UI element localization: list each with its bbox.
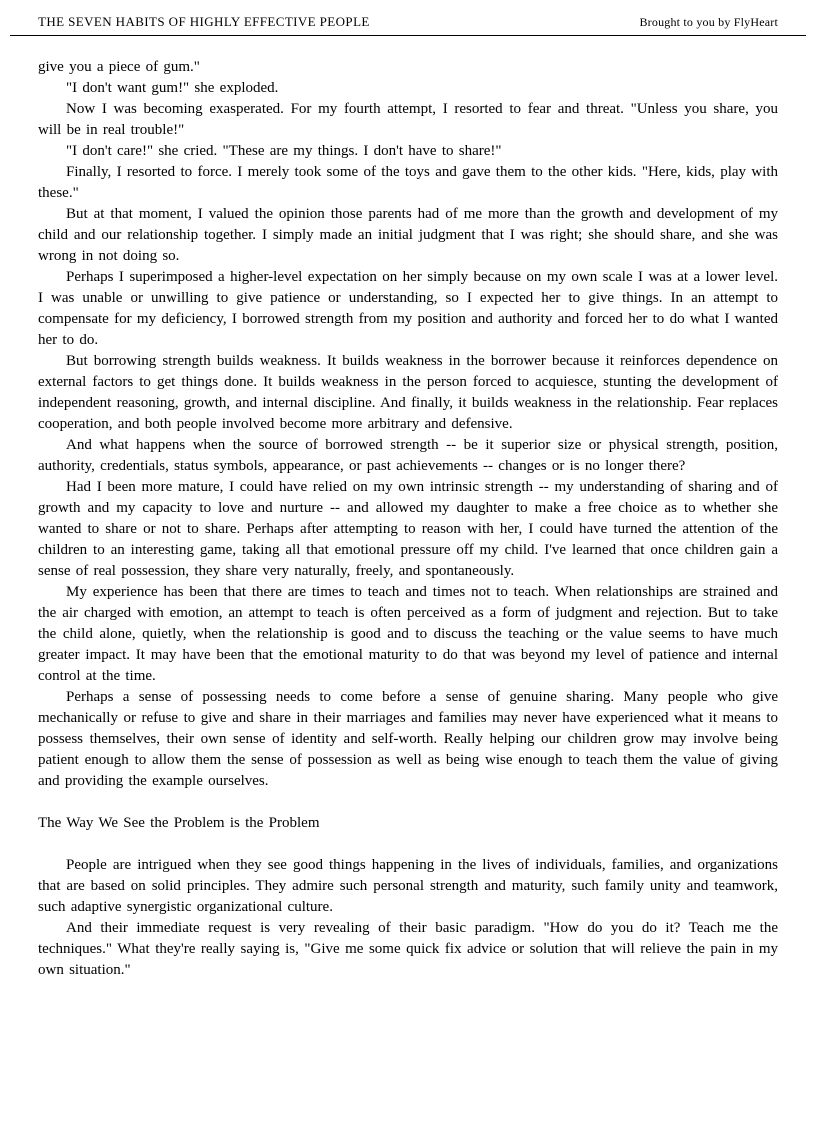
book-title: THE SEVEN HABITS OF HIGHLY EFFECTIVE PEOPLE [38,14,370,29]
page-body [38,57,778,981]
paragraph: Finally, I resorted to force. I merely took some of the toys and gave them to the other kids. "Here, kids, play with these." [38,164,778,201]
paragraph: "I don't want gum!" she exploded. [66,80,279,96]
paragraph: And what happens when the source of borrowed strength -- be it superior size or physical strength, position, authority, credentials, status symbols, appearance, or past achievements -- changes or is no longer there? [38,437,778,474]
paragraph: People are intrigued when they see good things happening in the lives of individuals, families, and organizations that are based on solid principles. They admire such personal strength and maturity, such family unity and teamwork, such adaptive synergistic organizational culture. [38,857,778,915]
paragraph: My experience has been that there are times to teach and times not to teach. When relationships are strained and the air charged with emotion, an attempt to teach is often perceived as a form of judgment and rejection. But to take the child alone, quietly, when the relationship is good and to discuss the teaching or the value seems to have much greater impact. It may have been that the emotional maturity to do that was beyond my level of patience and internal control at the time. [38,584,778,684]
paragraph: give you a piece of gum." [38,59,200,75]
header-divider [10,35,806,36]
paragraph: But borrowing strength builds weakness. It builds weakness in the borrower because it reinforces dependence on external factors to get things done. It builds weakness in the person forced to acquiesce, stunting the development of independent reasoning, growth, and internal discipline. And finally, it builds weakness in the relationship. Fear replaces cooperation, and both people involved become more arbitrary and defensive. [38,353,778,432]
paragraph: Now I was becoming exasperated. For my fourth attempt, I resorted to fear and threat. "Unless you share, you will be in real trouble!" [38,101,778,138]
page-header [38,14,778,30]
paragraph: And their immediate request is very revealing of their basic paradigm. "How do you do it? Teach me the techniques." What they're really saying is, "Give me some quick fix advice or solution that will relieve the pain in my own situation." [38,920,778,978]
paragraph: Perhaps I superimposed a higher-level expectation on her simply because on my own scale I was at a lower level. I was unable or unwilling to give patience or understanding, so I expected her to give things. In an attempt to compensate for my deficiency, I borrowed strength from my position and authority and forced her to do what I wanted her to do. [38,269,778,348]
section-heading: The Way We See the Problem is the Problem [38,815,320,831]
paragraph: "I don't care!" she cried. "These are my things. I don't have to share!" [66,143,502,159]
paragraph: Had I been more mature, I could have relied on my own intrinsic strength -- my understanding of sharing and of growth and my capacity to love and nurture -- and allowed my daughter to make a free choice as to whether she wanted to share or not to share. Perhaps after attempting to reason with her, I could have turned the attention of the children to an interesting game, taking all that emotional pressure off my child. I've learned that once children gain a sense of real possession, they share very naturally, freely, and spontaneously. [38,479,778,579]
paragraph: Perhaps a sense of possessing needs to come before a sense of genuine sharing. Many people who give mechanically or refuse to give and share in their marriages and families may never have experienced what it means to possess themselves, their own sense of identity and self-worth. Really helping our children grow may involve being patient enough to allow them the sense of possession as well as being wise enough to teach them the value of giving and providing the example ourselves. [38,689,778,789]
header-credit: Brought to you by FlyHeart [639,15,778,29]
paragraph: But at that moment, I valued the opinion those parents had of me more than the growth and development of my child and our relationship together. I simply made an initial judgment that I was right; she should share, and she was wrong in not doing so. [38,206,778,264]
